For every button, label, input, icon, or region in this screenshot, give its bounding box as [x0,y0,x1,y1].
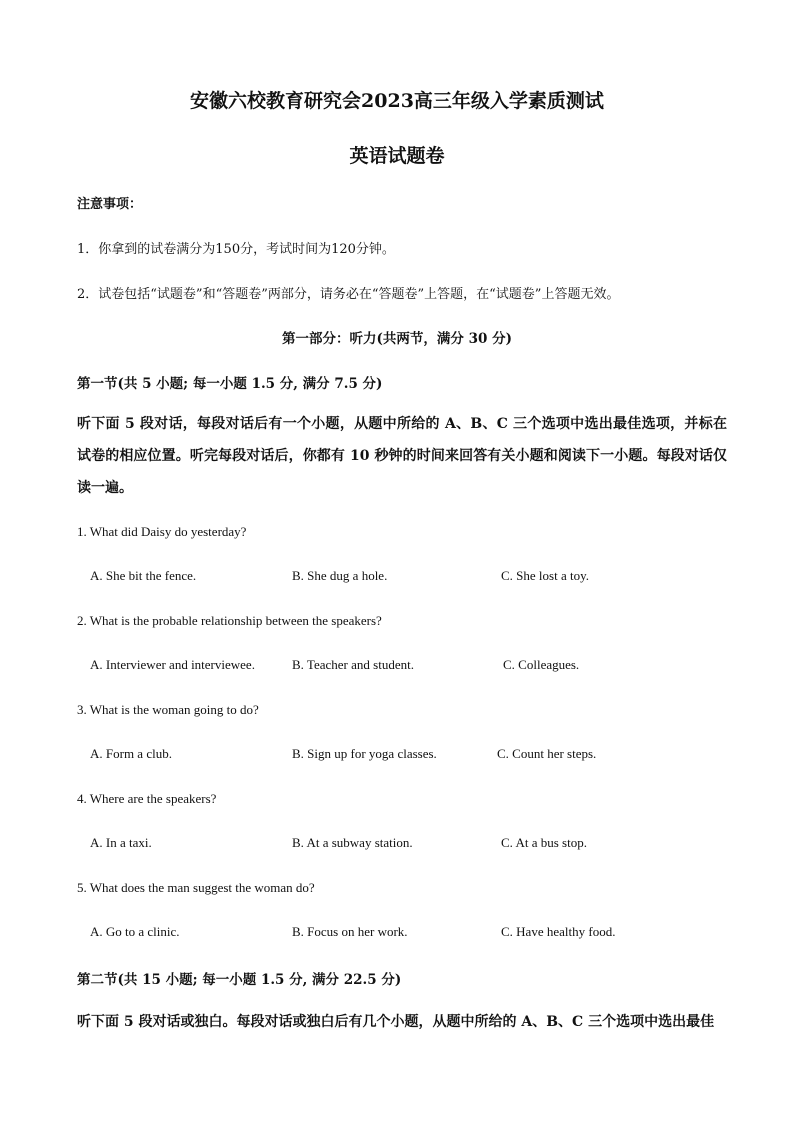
question-5: 5. What does the man suggest the woman do? [77,880,315,895]
question-4-option-b: B. At a subway station. [292,835,413,850]
question-5-option-b: B. Focus on her work. [292,924,408,939]
exam-title: 安徽六校教育研究会2023高三年级入学素质测试 [190,90,604,112]
notice-item-1: 1．你拿到的试卷满分为150分，考试时间为120分钟。 [77,242,395,257]
question-3-option-c: C. Count her steps. [497,746,597,761]
question-5-option-a: A. Go to a clinic. [90,924,180,939]
question-2-option-c: C. Colleagues. [503,657,580,672]
question-2-option-a: A. Interviewer and interviewee. [90,657,255,672]
question-2: 2. What is the probable relationship between the speakers? [77,613,382,628]
question-1: 1. What did Daisy do yesterday? [77,524,247,539]
question-1-option-b: B. She dug a hole. [292,568,388,583]
question-4-option-c: C. At a bus stop. [501,835,587,850]
question-4-option-a: A. In a taxi. [90,835,152,850]
question-1-option-a: A. She bit the fence. [90,568,197,583]
question-4: 4. Where are the speakers? [77,791,217,806]
part1-heading: 第一部分：听力(共两节，满分 30 分) [282,331,512,347]
question-2-option-b: B. Teacher and student. [292,657,414,672]
notice-heading: 注意事项： [77,197,143,212]
exam-subtitle: 英语试题卷 [349,145,445,167]
question-5-option-c: C. Have healthy food. [501,924,616,939]
question-3-option-b: B. Sign up for yoga classes. [292,746,437,761]
question-3: 3. What is the woman going to do? [77,702,259,717]
section1-instruction: 听下面 5 段对话，每段对话后有一个小题，从题中所给的 A、B、C 三个选项中选出最佳选项，并标在试卷的相应位置。听完每段对话后，你都有 10 秒钟的时间来回答有关小题和阅读下一小题。每段对话仅读一遍。 [77,416,727,496]
question-3-option-a: A. Form a club. [90,746,172,761]
section2-instruction: 听下面 5 段对话或独白。每段对话或独白后有几个小题，从题中所给的 A、B、C 三个选项中选出最佳 [77,1014,715,1030]
question-1-option-c: C. She lost a toy. [501,568,589,583]
section1-heading: 第一节(共 5 小题; 每一小题 1.5 分, 满分 7.5 分) [77,376,383,392]
notice-item-2: 2．试卷包括“试题卷”和“答题卷”两部分，请务必在“答题卷”上答题，在“试题卷”上答题无效。 [77,287,620,302]
section2-heading: 第二节(共 15 小题; 每一小题 1.5 分, 满分 22.5 分) [77,972,402,988]
